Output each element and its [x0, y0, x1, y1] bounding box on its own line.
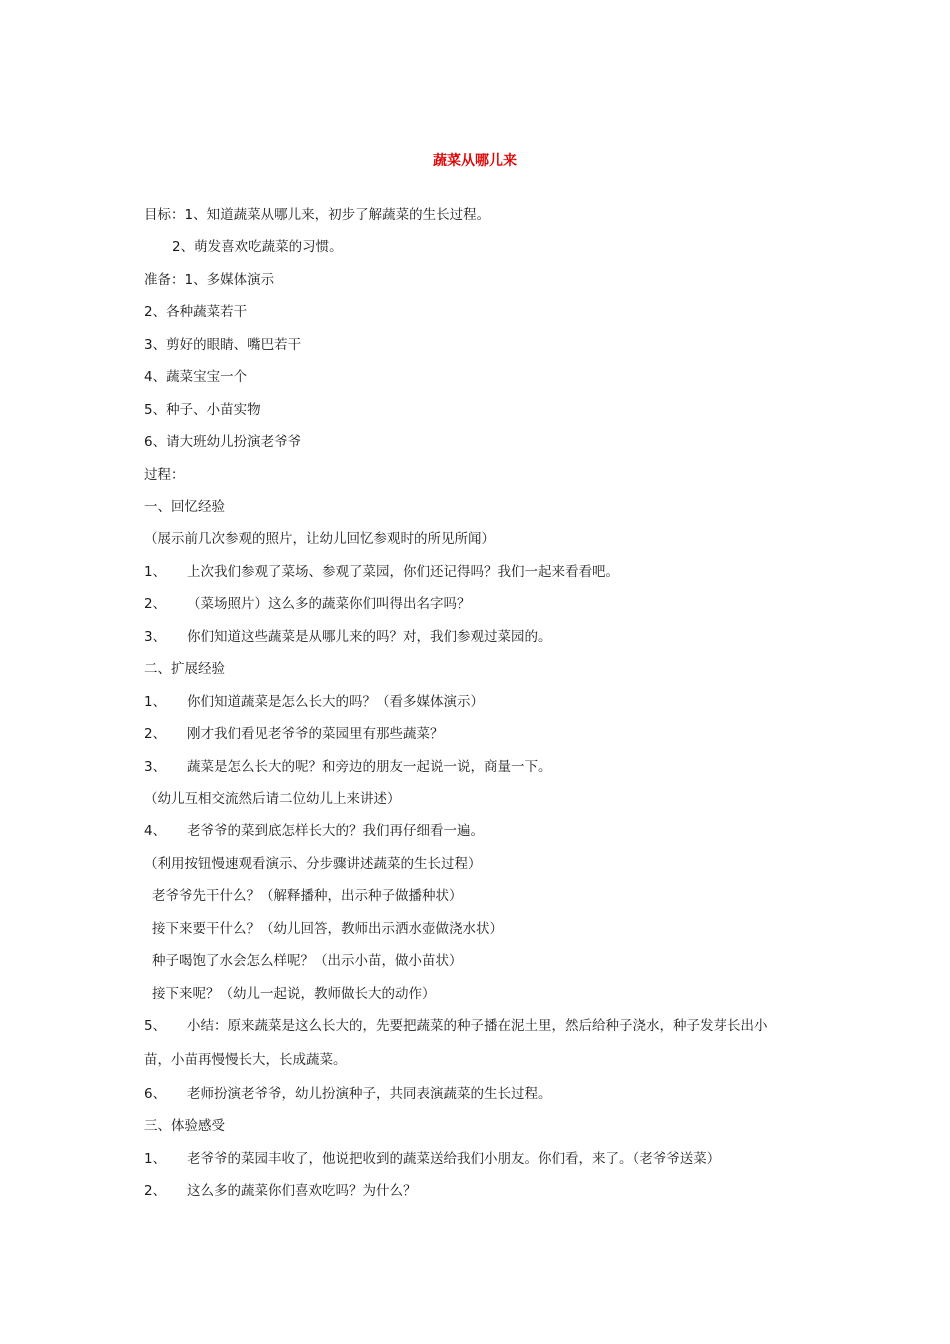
list-item-text: 蔬菜是怎么长大的呢？和旁边的朋友一起说一说，商量一下。 [187, 759, 552, 775]
list-item-text: 老爷爷的菜到底怎样长大的？我们再仔细看一遍。 [187, 823, 484, 839]
list-item [144, 627, 552, 647]
list-item [144, 1149, 720, 1169]
list-item-number: 1、 [144, 694, 167, 710]
list-item [144, 757, 552, 777]
prep-line-1: 准备：1、多媒体演示 [144, 272, 275, 288]
list-item [144, 1181, 417, 1201]
list-item [144, 594, 471, 614]
list-item-text: 刚才我们看见老爷爷的菜园里有那些蔬菜？ [187, 726, 444, 742]
prep-item: 2、各种蔬菜若干 [144, 304, 248, 320]
list-item-number: 5、 [144, 1018, 167, 1034]
list-item-text: 上次我们参观了菜场、参观了菜园，你们还记得吗？我们一起来看看吧。 [187, 564, 619, 580]
list-item-number: 2、 [144, 726, 167, 742]
section-note: （利用按钮慢速观看演示、分步骤讲述蔬菜的生长过程） [144, 856, 482, 872]
list-item-text: 老爷爷的菜园丰收了，他说把收到的蔬菜送给我们小朋友。你们看，来了。（老爷爷送菜） [187, 1151, 721, 1167]
document-title: 蔬菜从哪儿来 [433, 153, 517, 169]
list-item [144, 692, 484, 712]
section-heading: 三、体验感受 [144, 1118, 225, 1134]
list-item [144, 562, 619, 582]
list-item-number: 1、 [144, 564, 167, 580]
list-item [144, 1084, 552, 1104]
list-item-number: 1、 [144, 1151, 167, 1167]
qa-line: 老爷爷先干什么？（解释播种，出示种子做播种状） [152, 888, 463, 904]
prep-item: 5、种子、小苗实物 [144, 402, 261, 418]
list-item-number: 3、 [144, 759, 167, 775]
list-item [144, 1016, 768, 1036]
list-item-text: 小结：原来蔬菜是这么长大的，先要把蔬菜的种子播在泥土里，然后给种子浇水，种子发芽长出小 [187, 1018, 768, 1034]
qa-line: 种子喝饱了水会怎么样呢？（出示小苗，做小苗状） [152, 953, 463, 969]
list-item-number: 4、 [144, 823, 167, 839]
list-item-text: 这么多的蔬菜你们喜欢吃吗？为什么？ [187, 1183, 417, 1199]
section-note: （幼儿互相交流然后请二位幼儿上来讲述） [144, 791, 401, 807]
list-item-text: （菜场照片）这么多的蔬菜你们叫得出名字吗？ [187, 596, 471, 612]
list-item-text: 老师扮演老爷爷，幼儿扮演种子，共同表演蔬菜的生长过程。 [187, 1086, 552, 1102]
list-item-number: 2、 [144, 1183, 167, 1199]
list-item [144, 724, 444, 744]
process-label: 过程： [144, 467, 185, 483]
prep-item: 4、蔬菜宝宝一个 [144, 369, 248, 385]
list-item-text: 你们知道蔬菜是怎么长大的吗？（看多媒体演示） [187, 694, 484, 710]
goal-line-1: 目标：1、知道蔬菜从哪儿来，初步了解蔬菜的生长过程。 [144, 207, 491, 223]
list-item-text: 你们知道这些蔬菜是从哪儿来的吗？对，我们参观过菜园的。 [187, 629, 552, 645]
prep-item: 3、剪好的眼睛、嘴巴若干 [144, 337, 302, 353]
section-note: （展示前几次参观的照片，让幼儿回忆参观时的所见所闻） [144, 531, 495, 547]
section-heading: 一、回忆经验 [144, 499, 225, 515]
section-heading: 二、扩展经验 [144, 661, 225, 677]
goal-line-2: 2、萌发喜欢吃蔬菜的习惯。 [172, 239, 343, 255]
list-item [144, 821, 484, 841]
list-item-number: 2、 [144, 596, 167, 612]
list-item-number: 6、 [144, 1086, 167, 1102]
list-item-number: 3、 [144, 629, 167, 645]
prep-item: 6、请大班幼儿扮演老爷爷 [144, 434, 302, 450]
list-item-continuation: 苗，小苗再慢慢长大，长成蔬菜。 [144, 1052, 347, 1068]
qa-line: 接下来呢？（幼儿一起说，教师做长大的动作） [152, 986, 436, 1002]
qa-line: 接下来要干什么？（幼儿回答，教师出示洒水壶做浇水状） [152, 921, 503, 937]
